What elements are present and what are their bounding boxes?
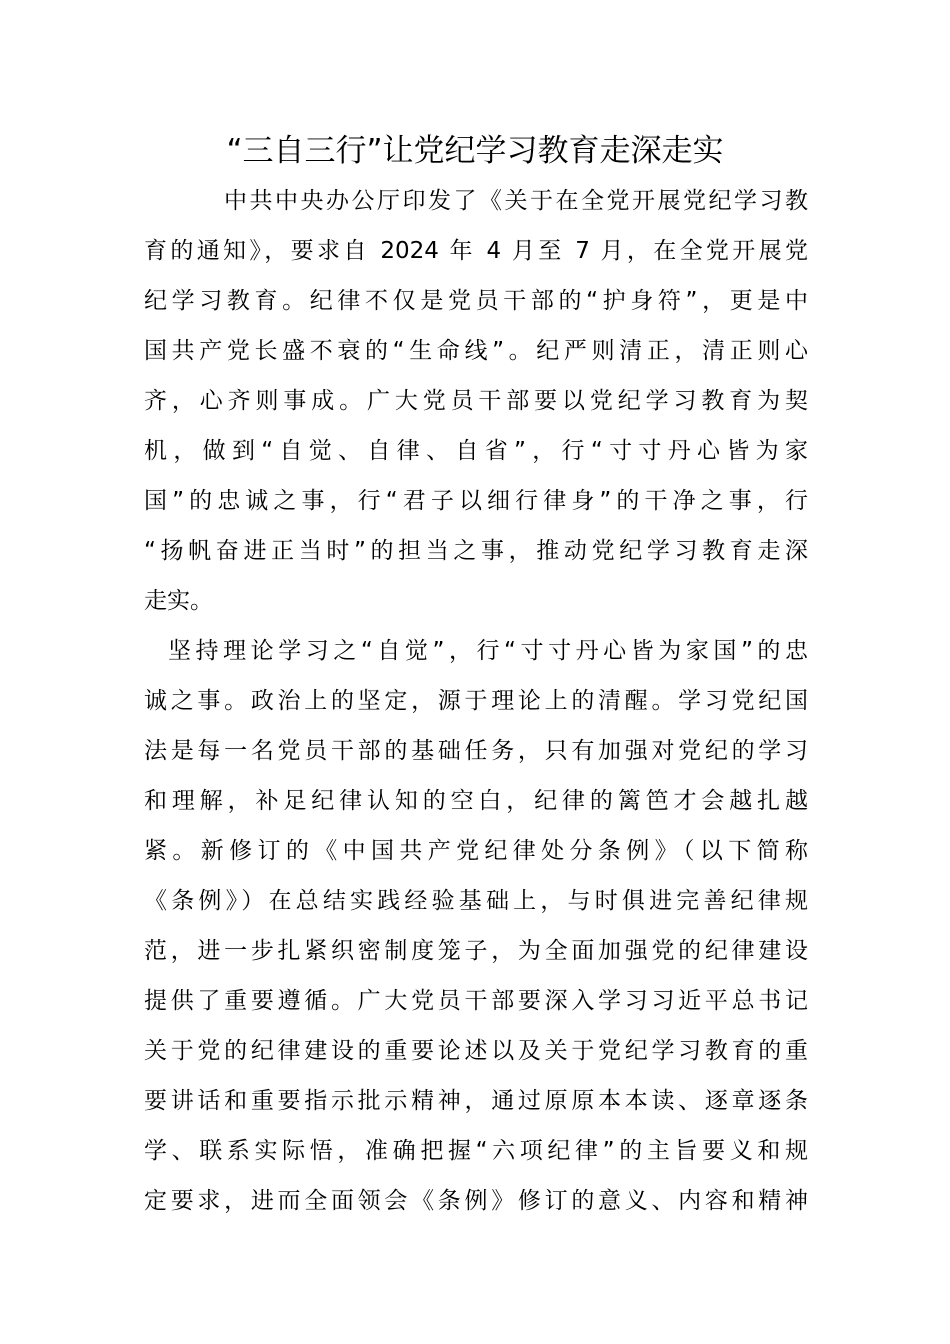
text-line: 范，进一步扎紧织密制度笼子，为全面加强党的纪律建设 xyxy=(144,938,808,964)
text-line: 机，做到“自觉、自律、自省”，行“寸寸丹心皆为家 xyxy=(144,438,808,464)
text-line: 《条例》）在总结实践经验基础上，与时俱进完善纪律规 xyxy=(144,888,808,914)
text-line: 育的通知》，要求自 2024 年 4 月至 7 月，在全党开展党 xyxy=(144,238,808,264)
text-line: 学、联系实际悟，准确把握“六项纪律”的主旨要义和规 xyxy=(144,1138,808,1164)
text-line: 中共中央办公厅印发了《关于在全党开展党纪学习教 xyxy=(224,188,808,214)
text-line: 走实。 xyxy=(144,588,213,614)
text-line: 关于党的纪律建设的重要论述以及关于党纪学习教育的重 xyxy=(144,1038,808,1064)
text-line: 和理解，补足纪律认知的空白，纪律的篱笆才会越扎越 xyxy=(144,788,808,814)
text-line: “扬帆奋进正当时”的担当之事，推动党纪学习教育走深 xyxy=(144,538,808,564)
text-line: 法是每一名党员干部的基础任务，只有加强对党纪的学习 xyxy=(144,738,808,764)
text-line: 国共产党长盛不衰的“生命线”。纪严则清正，清正则心 xyxy=(144,338,808,364)
text-line: 要讲话和重要指示批示精神，通过原原本本读、逐章逐条 xyxy=(144,1088,808,1114)
text-line: 紧。新修订的《中国共产党纪律处分条例》（以下简称 xyxy=(144,838,808,864)
text-line: 定要求，进而全面领会《条例》修订的意义、内容和精神 xyxy=(144,1188,808,1214)
text-line: 诚之事。政治上的坚定，源于理论上的清醒。学习党纪国 xyxy=(144,688,808,714)
paragraph xyxy=(144,626,808,1226)
text-line: 提供了重要遵循。广大党员干部要深入学习习近平总书记 xyxy=(144,988,808,1014)
paragraph xyxy=(144,176,808,626)
document-body xyxy=(144,176,808,1226)
text-line: 坚持理论学习之“自觉”，行“寸寸丹心皆为家国”的忠 xyxy=(168,638,808,664)
document-title: “三自三行”让党纪学习教育走深走实 xyxy=(226,133,724,169)
text-line: 纪学习教育。纪律不仅是党员干部的“护身符”，更是中 xyxy=(144,288,808,314)
text-line: 国”的忠诚之事，行“君子以细行律身”的干净之事，行 xyxy=(144,488,808,514)
text-line: 齐，心齐则事成。广大党员干部要以党纪学习教育为契 xyxy=(144,388,808,414)
